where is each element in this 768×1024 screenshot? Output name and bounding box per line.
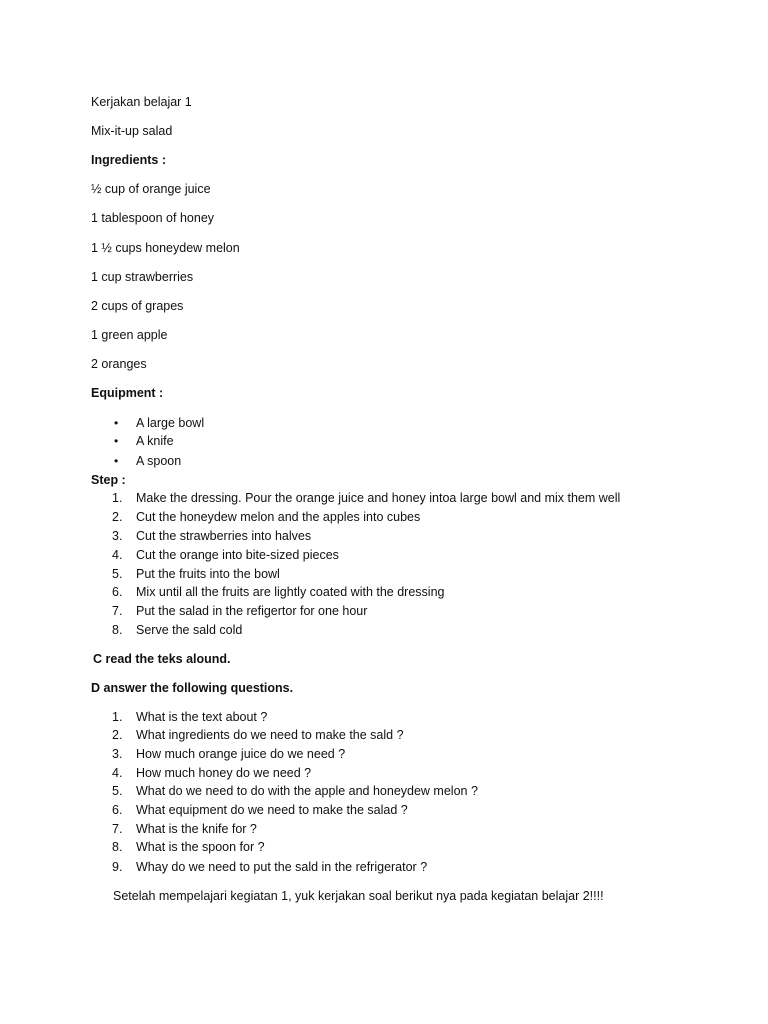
bullet-icon: • — [114, 416, 119, 430]
question-number: 6. — [112, 803, 123, 817]
equipment-heading: Equipment : — [91, 386, 164, 400]
ingredient-item: 1 tablespoon of honey — [91, 211, 215, 225]
step-text: Cut the strawberries into halves — [136, 529, 312, 543]
ingredient-item: 1 green apple — [91, 328, 168, 342]
equipment-item-label: A spoon — [136, 454, 182, 468]
step-number: 2. — [112, 510, 123, 524]
question-text: What is the text about ? — [136, 710, 268, 724]
question-number: 1. — [112, 710, 123, 724]
question-number: 8. — [112, 840, 123, 854]
question-number: 7. — [112, 822, 123, 836]
question-text: What equipment do we need to make the salad ? — [136, 803, 408, 817]
question-text: What ingredients do we need to make the sald ? — [136, 728, 404, 742]
recipe-name: Mix-it-up salad — [91, 124, 173, 138]
ingredient-item: 2 cups of grapes — [91, 299, 184, 313]
ingredient-item: ½ cup of orange juice — [91, 182, 211, 196]
step-text: Make the dressing. Pour the orange juice and honey intoa large bowl and mix them well — [136, 491, 621, 505]
instruction-c: C read the teks alound. — [93, 652, 231, 666]
step-text: Cut the honeydew melon and the apples into cubes — [136, 510, 421, 524]
step-number: 5. — [112, 567, 123, 581]
step-text: Serve the sald cold — [136, 623, 243, 637]
closing-note: Setelah mempelajari kegiatan 1, yuk kerjakan soal berikut nya pada kegiatan belajar 2!!!! — [113, 889, 604, 903]
question-text: Whay do we need to put the sald in the refrigerator ? — [136, 860, 428, 874]
question-number: 4. — [112, 766, 123, 780]
question-text: What do we need to do with the apple and honeydew melon ? — [136, 784, 478, 798]
question-number: 9. — [112, 860, 123, 874]
step-number: 8. — [112, 623, 123, 637]
question-text: What is the spoon for ? — [136, 840, 265, 854]
question-number: 2. — [112, 728, 123, 742]
step-number: 1. — [112, 491, 123, 505]
document-title: Kerjakan belajar 1 — [91, 95, 192, 109]
question-number: 5. — [112, 784, 123, 798]
step-text: Cut the orange into bite-sized pieces — [136, 548, 339, 562]
question-text: How much orange juice do we need ? — [136, 747, 346, 761]
step-number: 3. — [112, 529, 123, 543]
question-text: How much honey do we need ? — [136, 766, 312, 780]
instruction-d: D answer the following questions. — [91, 681, 294, 695]
bullet-icon: • — [114, 454, 119, 468]
question-text: What is the knife for ? — [136, 822, 257, 836]
steps-heading: Step : — [91, 473, 126, 487]
step-number: 4. — [112, 548, 123, 562]
equipment-item-label: A large bowl — [136, 416, 205, 430]
ingredient-item: 1 cup strawberries — [91, 270, 194, 284]
equipment-item-label: A knife — [136, 434, 174, 448]
step-number: 7. — [112, 604, 123, 618]
step-number: 6. — [112, 585, 123, 599]
ingredient-item: 1 ½ cups honeydew melon — [91, 241, 240, 255]
ingredients-heading: Ingredients : — [91, 153, 167, 167]
bullet-icon: • — [114, 434, 119, 448]
question-number: 3. — [112, 747, 123, 761]
step-text: Put the fruits into the bowl — [136, 567, 280, 581]
step-text: Mix until all the fruits are lightly coated with the dressing — [136, 585, 445, 599]
ingredient-item: 2 oranges — [91, 357, 147, 371]
step-text: Put the salad in the refigertor for one hour — [136, 604, 368, 618]
